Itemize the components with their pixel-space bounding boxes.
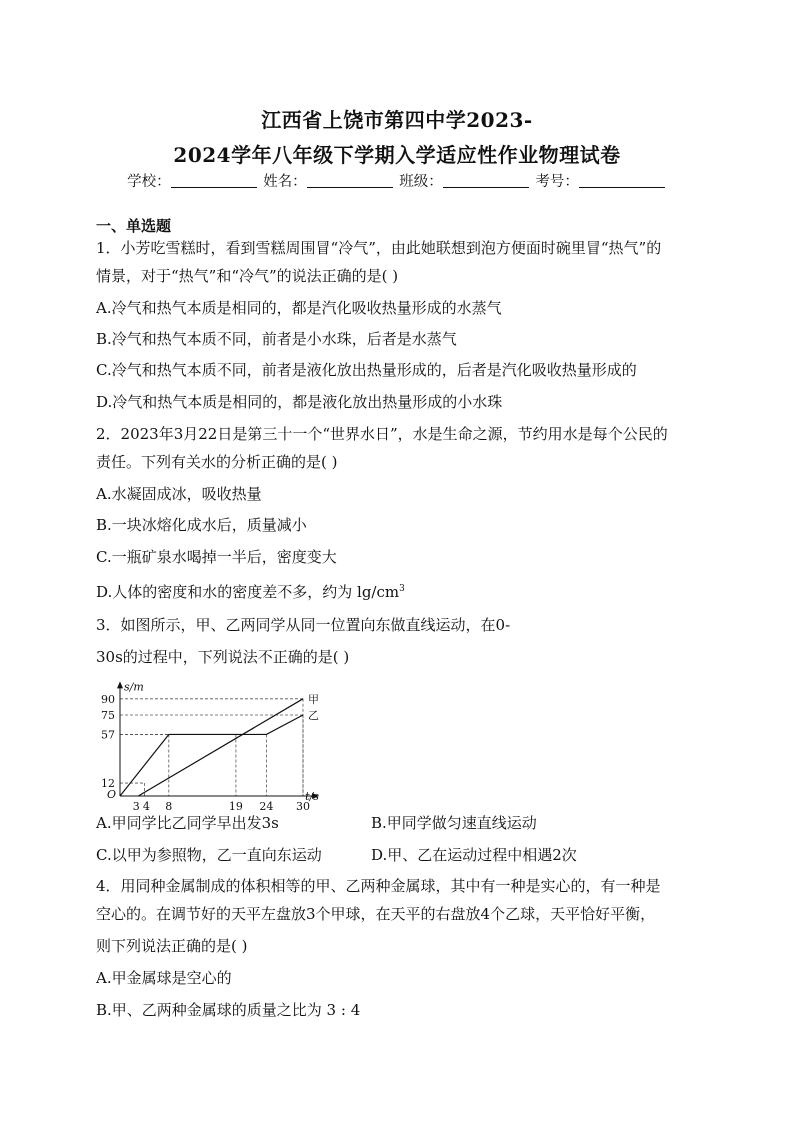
y-tick-label-2: 75 (101, 709, 115, 722)
y-tick-label-1: 57 (101, 728, 115, 742)
q2-option-a[interactable]: A.水凝固成冰，吸收热量 (96, 485, 262, 503)
x-tick-label-0: 3 (132, 800, 140, 810)
q1-stem-line1: 1．小芳吃雪糕时，看到雪糕周围冒“冷气”，由此她联想到泡方便面时碗里冒“热气”的 (96, 239, 662, 257)
class-label: 班级： (399, 174, 443, 190)
school-label: 学校： (127, 174, 171, 190)
q2-option-d[interactable] (96, 578, 706, 603)
q3-option-c[interactable]: C.以甲为参照物，乙一直向东运动 (96, 846, 322, 864)
q2-option-c[interactable]: C.一瓶矿泉水喝掉一半后，密度变大 (96, 548, 337, 566)
exam-number-blank[interactable] (579, 173, 665, 188)
q4-stem-line2: 空心的。在调节好的天平左盘放3个甲球，在天平的右盘放4个乙球，天平恰好平衡， (96, 905, 656, 923)
name-blank[interactable] (307, 173, 393, 188)
student-info-row (0, 170, 794, 191)
q1-option-c[interactable]: C.冷气和热气本质不同，前者是液化放出热量形成的，后者是汽化吸收热量形成的 (96, 361, 637, 379)
q1-option-b[interactable]: B.冷气和热气本质不同，前者是小水珠，后者是水蒸气 (96, 330, 457, 348)
q2-option-d-superscript: 3 (399, 584, 405, 594)
q1-option-a[interactable]: A.冷气和热气本质是相同的，都是汽化吸收热量形成的水蒸气 (96, 299, 502, 317)
st-graph (90, 674, 330, 810)
q1-option-d[interactable]: D.冷气和热气本质是相同的，都是液化放出热量形成的小水珠 (96, 393, 503, 411)
q3-option-b[interactable]: B.甲同学做匀速直线运动 (371, 814, 537, 832)
q1-stem-line2: 情景，对于“热气”和“冷气”的说法正确的是( ) (96, 267, 399, 285)
x-tick-label-3: 19 (228, 800, 243, 810)
q4-option-b[interactable]: B.甲、乙两种金属球的质量之比为 3 : 4 (96, 1001, 361, 1019)
q2-option-d-text: D.人体的密度和水的密度差不多，约为 lg/cm (96, 583, 400, 601)
q3-option-d[interactable]: D.甲、乙在运动过程中相遇2次 (371, 846, 577, 864)
origin-label: O (107, 788, 117, 801)
y-tick-label-0: 12 (101, 777, 115, 791)
q4-option-a[interactable]: A.甲金属球是空心的 (96, 969, 232, 987)
q3-stem-line1: 3．如图所示，甲、乙两同学从同一位置向东做直线运动，在0- (96, 616, 511, 634)
exam-number-label: 考号： (535, 174, 579, 190)
q3-stem-line2: 30s的过程中，下列说法不正确的是( ) (96, 648, 350, 666)
y-axis-arrow (117, 681, 123, 688)
series-line-0 (138, 699, 303, 796)
q4-stem-line3: 则下列说法正确的是( ) (96, 937, 248, 955)
x-tick-label-4: 24 (259, 800, 274, 810)
q2-stem-line2: 责任。下列有关水的分析正确的是( ) (96, 453, 338, 471)
q2-option-b[interactable]: B.一块冰熔化成水后，质量减小 (96, 516, 307, 534)
series-label-0: 甲 (308, 692, 319, 706)
series-line-1 (120, 715, 303, 796)
q4-stem-line1: 4．用同种金属制成的体积相等的甲、乙两种金属球，其中有一种是实心的，有一种是 (96, 877, 661, 895)
class-blank[interactable] (443, 173, 529, 188)
q3-option-a[interactable]: A.甲同学比乙同学早出发3s (96, 814, 279, 832)
y-axis-label: s/m (124, 680, 144, 694)
q2-stem-line1: 2．2023年3月22日是第三十一个“世界水日”，水是生命之源，节约用水是每个公民的 (96, 425, 668, 443)
q3-options-row2 (96, 844, 577, 865)
y-tick-label-3: 90 (101, 692, 115, 706)
exam-title-line2: 2024学年八年级下学期入学适应性作业物理试卷 (173, 143, 621, 167)
section-title: 一、单选题 (96, 217, 172, 235)
x-tick-label-1: 4 (142, 800, 150, 810)
q3-options-row1 (96, 812, 537, 833)
x-axis-label: t/s (305, 790, 319, 803)
school-blank[interactable] (171, 173, 257, 188)
x-tick-label-5: 30 (296, 800, 310, 810)
exam-title-line1: 江西省上饶市第四中学2023- (261, 108, 533, 132)
x-tick-label-2: 8 (165, 800, 173, 810)
series-label-1: 乙 (308, 709, 319, 722)
name-label: 姓名： (263, 174, 307, 190)
